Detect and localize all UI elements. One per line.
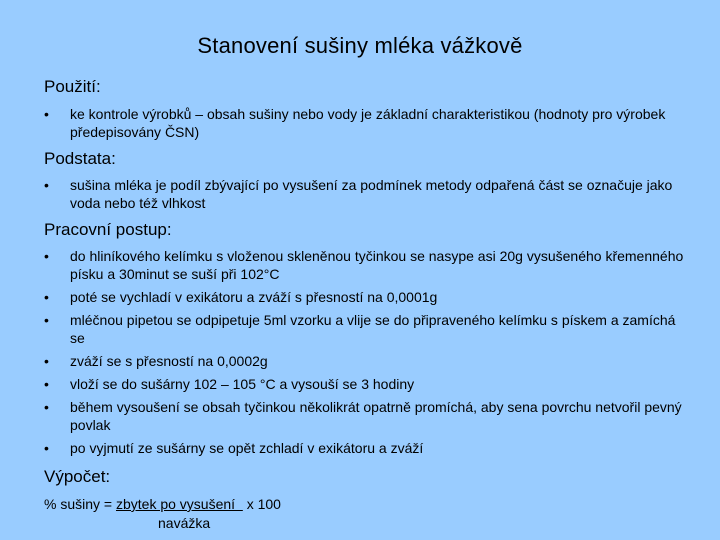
formula-denominator: navážka [158,515,211,531]
list-item-text: vloží se do sušárny 102 – 105 °C a vysouší se 3 hodiny [70,376,415,392]
list-item [44,288,694,306]
list-item-text: během vysoušení se obsah tyčinkou několikrát opatrně promíchá, aby sena povrchu netvořil pevný povlak [70,399,682,433]
list-item [44,247,694,283]
list-item [44,105,694,141]
heading-pouziti: Použití: [44,77,101,96]
list-item-text: ke kontrole výrobků – obsah sušiny nebo vody je základní charakteristikou (hodnoty pro výrobek předepisovány ČSN) [70,106,666,140]
formula-prefix: % sušiny = [44,496,116,512]
list-item [44,375,694,393]
bullet-icon: • [44,440,49,456]
bullet-icon: • [44,177,49,193]
bullet-icon: • [44,312,49,328]
bullet-icon: • [44,106,49,122]
list-item-text: zváží se s přesností na 0,0002g [70,353,268,369]
list-item-text: sušina mléka je podíl zbývající po vysušení za podmínek metody odpařená část se označuje jako voda nebo též vlhkost [70,177,673,211]
bullet-icon: • [44,376,49,392]
bullet-icon: • [44,248,49,264]
list-item [44,352,694,370]
list-item [44,176,694,212]
list-postup [44,247,694,461]
bullet-icon: • [44,399,49,415]
heading-postup: Pracovní postup: [44,220,172,239]
list-item-text: poté se vychladí v exikátoru a zváží s přesností na 0,0001g [70,289,438,305]
formula-suffix: x 100 [242,496,281,512]
list-podstata [44,176,694,216]
list-item [44,398,694,434]
list-item-text: mléčnou pipetou se odpipetuje 5ml vzorku a vlije se do připraveného kelímku s pískem a zamíchá se [70,312,676,346]
heading-podstata: Podstata: [44,149,116,168]
slide-title: Stanovení sušiny mléka vážkově [197,33,523,58]
list-item [44,439,694,457]
formula [44,493,281,515]
bullet-icon: • [44,353,49,369]
list-item-text: po vyjmutí ze sušárny se opět zchladí v exikátoru a zváží [70,440,424,456]
formula-numerator: zbytek po vysušení [115,496,243,512]
heading-vypocet: Výpočet: [44,467,111,486]
list-pouziti [44,105,694,145]
bullet-icon: • [44,289,49,305]
list-item [44,311,694,347]
list-item-text: do hliníkového kelímku s vloženou skleněnou tyčinkou se nasype asi 20g vysušeného křemenného písku a 30minut se suší při 102°C [70,248,684,282]
